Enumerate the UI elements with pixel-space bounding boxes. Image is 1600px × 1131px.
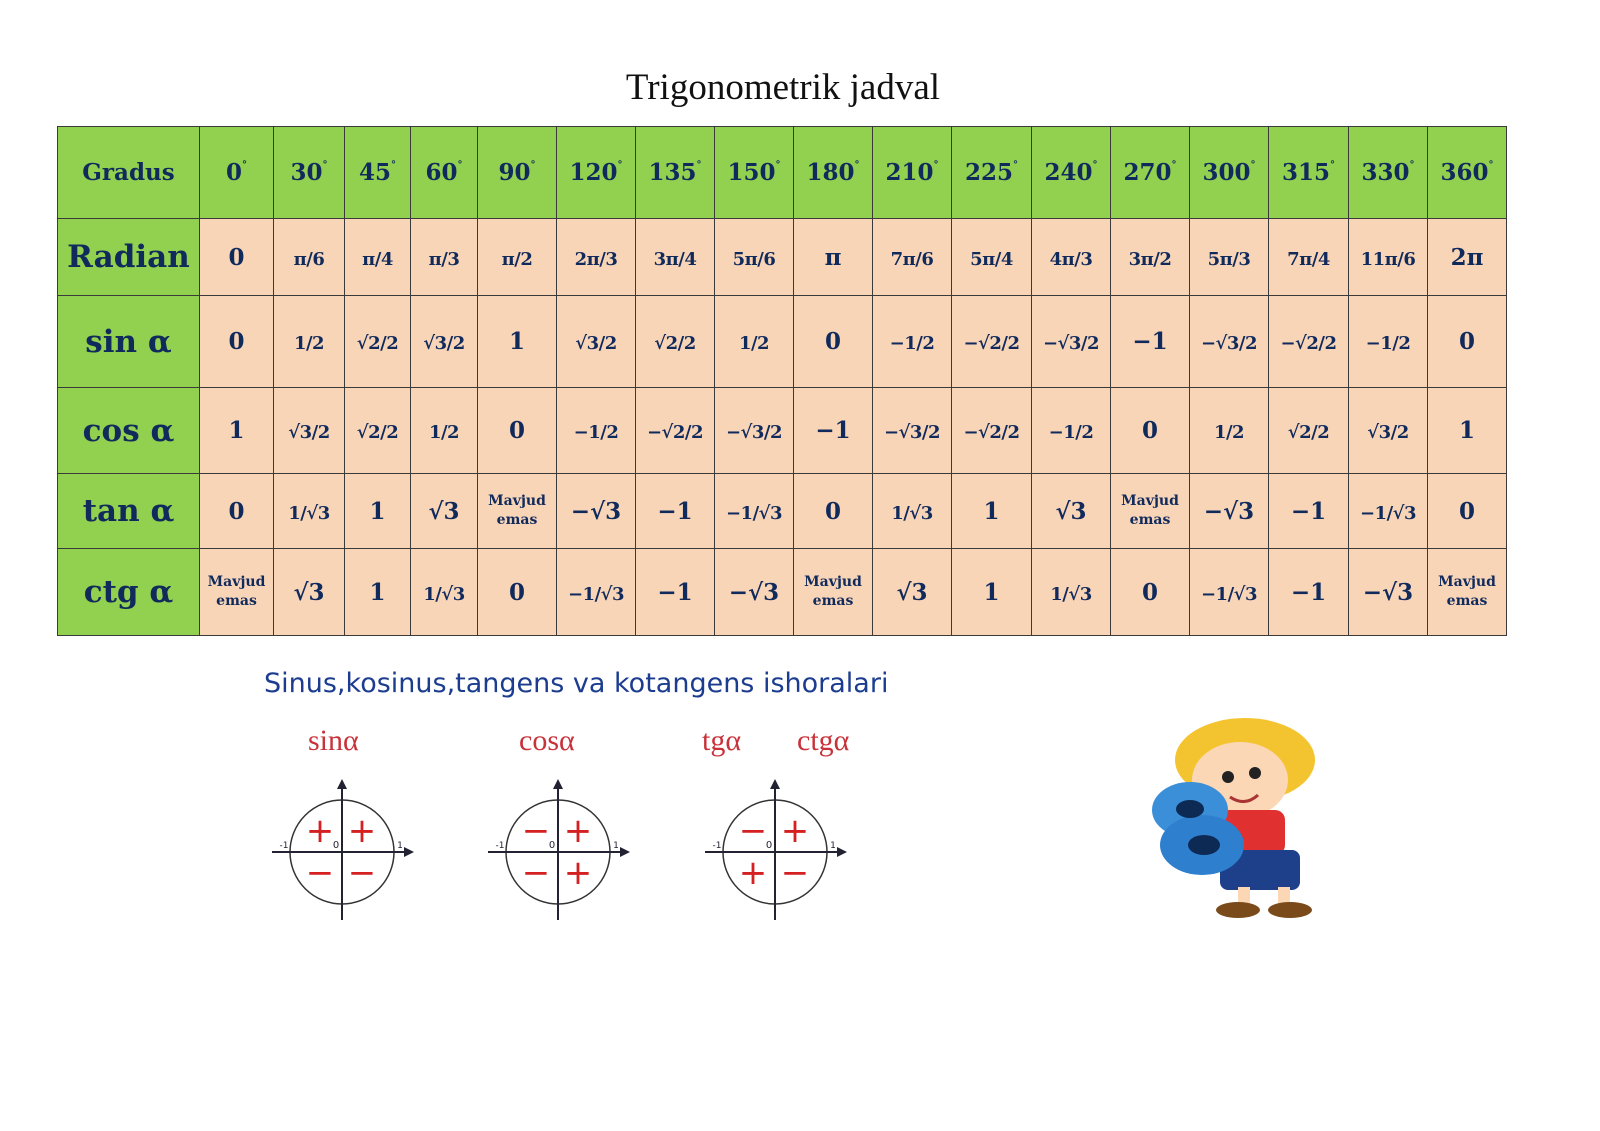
table-cell xyxy=(952,549,1032,636)
fraction-value: π/4 xyxy=(362,248,393,270)
fraction-value: −√3/2 xyxy=(1200,333,1258,354)
value: 0 xyxy=(508,578,525,606)
trig-table xyxy=(57,126,1507,636)
table-cell xyxy=(557,219,636,296)
degree-value: 45 xyxy=(358,159,391,186)
degree-value: 225 xyxy=(964,159,1013,186)
degree-sign: ° xyxy=(854,160,860,171)
table-cell xyxy=(478,474,557,549)
degree-value: 210 xyxy=(885,159,934,186)
table-cell xyxy=(200,296,274,388)
table-cell xyxy=(274,127,345,219)
table-cell xyxy=(1428,296,1507,388)
unit-circle-sign-diagram xyxy=(267,775,427,925)
value: 1 xyxy=(1458,417,1475,444)
quadrant-sign: + xyxy=(305,811,335,851)
table-cell xyxy=(274,549,345,636)
table-cell xyxy=(794,127,873,219)
fraction-value: √2/2 xyxy=(654,333,696,354)
table-cell xyxy=(952,388,1032,474)
fraction-value: −1/√3 xyxy=(1359,502,1417,524)
table-cell xyxy=(200,127,274,219)
fraction-value: 1/√3 xyxy=(288,502,330,524)
value: 1 xyxy=(369,497,386,525)
table-cell xyxy=(411,219,478,296)
table-row-tan xyxy=(58,474,1507,549)
fraction-value: 1/√3 xyxy=(891,502,933,524)
table-cell xyxy=(1269,474,1349,549)
table-cell xyxy=(715,296,794,388)
value: −1 xyxy=(1290,497,1327,525)
value: −√3 xyxy=(1362,578,1414,606)
quadrant-sign: − xyxy=(780,853,810,893)
fraction-value: 1/√3 xyxy=(1050,583,1092,605)
quadrant-sign: + xyxy=(347,811,377,851)
degree-sign: ° xyxy=(457,160,463,171)
fraction-value: 5π/4 xyxy=(970,248,1013,270)
value: 0 xyxy=(508,417,525,444)
axis-tick-neg: -1 xyxy=(279,841,289,851)
table-cell xyxy=(1269,296,1349,388)
table-cell xyxy=(345,549,411,636)
degree-sign: ° xyxy=(242,160,247,171)
table-cell xyxy=(557,388,636,474)
page-title: Trigonometrik jadval xyxy=(625,67,941,108)
table-cell xyxy=(274,219,345,296)
table-cell xyxy=(952,219,1032,296)
value: 0 xyxy=(1458,328,1475,355)
table-cell xyxy=(345,474,411,549)
fraction-value: π/6 xyxy=(293,248,325,270)
degree-value: 0 xyxy=(225,159,242,186)
fraction-value: 1/2 xyxy=(428,422,460,443)
table-cell xyxy=(636,388,715,474)
table-cell xyxy=(873,219,952,296)
fraction-value: 2π/3 xyxy=(574,248,618,270)
fraction-value: √3/2 xyxy=(423,333,465,354)
table-cell xyxy=(1269,388,1349,474)
table-cell xyxy=(1111,127,1190,219)
table-row-radian xyxy=(58,219,1507,296)
table-cell xyxy=(478,388,557,474)
fraction-value: −1/2 xyxy=(573,422,619,443)
quadrant-sign: − xyxy=(521,811,551,851)
fraction-value: √3/2 xyxy=(1367,422,1409,443)
value: √3 xyxy=(428,497,460,525)
table-cell xyxy=(1032,127,1111,219)
value: √3 xyxy=(293,578,325,606)
table-cell xyxy=(1349,219,1428,296)
undefined-value: Mavjud emas xyxy=(207,574,266,609)
table-cell xyxy=(715,127,794,219)
table-cell xyxy=(1428,388,1507,474)
table-cell xyxy=(1032,474,1111,549)
table-cell xyxy=(411,296,478,388)
table-cell xyxy=(200,549,274,636)
diagram-label-sin: sinα xyxy=(308,724,359,757)
table-cell xyxy=(345,219,411,296)
value: 1 xyxy=(983,497,1000,525)
degree-value: 330 xyxy=(1361,159,1410,186)
table-cell xyxy=(1428,127,1507,219)
table-row-sin xyxy=(58,296,1507,388)
table-cell xyxy=(873,549,952,636)
fraction-value: −√3/2 xyxy=(1042,333,1100,354)
table-cell xyxy=(200,474,274,549)
fraction-value: −√2/2 xyxy=(963,333,1020,354)
degree-value: 120 xyxy=(569,159,618,186)
quadrant-sign: + xyxy=(563,853,593,893)
fraction-value: π/2 xyxy=(501,248,533,270)
fraction-value: 7π/6 xyxy=(890,248,934,270)
value: −1 xyxy=(1132,328,1168,355)
degree-value: 270 xyxy=(1123,159,1172,186)
degree-sign: ° xyxy=(322,160,328,171)
fraction-value: −1/2 xyxy=(1048,422,1094,443)
degree-value: 315 xyxy=(1281,159,1330,186)
diagram-label-ctg: ctgα xyxy=(797,724,850,757)
fraction-value: 5π/3 xyxy=(1207,248,1251,270)
table-cell xyxy=(345,296,411,388)
table-cell xyxy=(274,296,345,388)
value: 1 xyxy=(983,578,1000,606)
degree-sign: ° xyxy=(1250,160,1256,171)
fraction-value: 1/√3 xyxy=(423,583,465,605)
boy-holding-number-illustration xyxy=(1120,705,1340,925)
fraction-value: −1/2 xyxy=(1365,333,1411,354)
fraction-value: −√2/2 xyxy=(963,422,1020,443)
table-cell xyxy=(274,388,345,474)
quadrant-sign: + xyxy=(738,853,768,893)
unit-circle-sign-diagram xyxy=(700,775,860,925)
degree-sign: ° xyxy=(696,160,702,171)
fraction-value: 4π/3 xyxy=(1049,248,1093,270)
table-cell xyxy=(1190,388,1269,474)
table-row-ctg xyxy=(58,549,1507,636)
table-cell xyxy=(1190,296,1269,388)
table-cell xyxy=(636,549,715,636)
fraction-value: −1/√3 xyxy=(1200,583,1258,605)
axis-origin: 0 xyxy=(765,840,773,851)
quadrant-sign: + xyxy=(563,811,593,851)
row-label: Radian xyxy=(58,219,200,296)
table-cell xyxy=(794,549,873,636)
table-cell xyxy=(1349,549,1428,636)
quadrant-sign: − xyxy=(305,853,335,893)
value: 1 xyxy=(508,328,525,355)
table-cell xyxy=(557,474,636,549)
table-cell xyxy=(873,474,952,549)
table-cell xyxy=(1032,549,1111,636)
degree-sign: ° xyxy=(1013,160,1018,171)
row-label: tan α xyxy=(58,474,200,549)
table-cell xyxy=(1428,219,1507,296)
value: −√3 xyxy=(1203,497,1255,525)
axis-origin: 0 xyxy=(548,840,556,851)
table-cell xyxy=(411,474,478,549)
value: √3 xyxy=(1055,497,1087,525)
table-cell xyxy=(411,388,478,474)
table-cell xyxy=(1032,296,1111,388)
value: 0 xyxy=(1458,497,1475,525)
degree-sign: ° xyxy=(617,160,623,171)
degree-value: 135 xyxy=(648,159,697,186)
fraction-value: 5π/6 xyxy=(732,248,776,270)
row-label: sin α xyxy=(58,296,200,388)
table-cell xyxy=(345,388,411,474)
table-cell xyxy=(873,127,952,219)
fraction-value: −√3/2 xyxy=(883,422,941,443)
undefined-value: Mavjud emas xyxy=(1438,574,1496,609)
table-cell xyxy=(794,296,873,388)
value: π xyxy=(824,243,842,271)
degree-sign: ° xyxy=(933,160,939,171)
undefined-value: Mavjud emas xyxy=(488,493,546,528)
row-label: ctg α xyxy=(58,549,200,636)
table-cell xyxy=(478,219,557,296)
table-cell xyxy=(1111,219,1190,296)
degree-value: 90 xyxy=(498,159,531,186)
table-cell xyxy=(1111,549,1190,636)
undefined-value: Mavjud emas xyxy=(804,574,862,609)
table-cell xyxy=(873,296,952,388)
value: −1 xyxy=(1290,578,1327,606)
table-cell xyxy=(1032,219,1111,296)
fraction-value: √2/2 xyxy=(1287,422,1330,443)
fraction-value: √2/2 xyxy=(356,422,399,443)
quadrant-sign: − xyxy=(521,853,551,893)
table-cell xyxy=(636,474,715,549)
degree-sign: ° xyxy=(1488,160,1494,171)
degree-value: 180 xyxy=(806,159,855,186)
degree-sign: ° xyxy=(1171,160,1177,171)
fraction-value: 3π/2 xyxy=(1128,248,1172,270)
degree-sign: ° xyxy=(1092,160,1098,171)
degree-value: 360 xyxy=(1440,159,1489,186)
axis-tick-pos: 1 xyxy=(830,841,836,851)
fraction-value: 11π/6 xyxy=(1360,248,1416,270)
axis-tick-pos: 1 xyxy=(397,841,403,851)
axis-origin: 0 xyxy=(332,840,340,851)
value: −√3 xyxy=(570,497,622,525)
quadrant-sign: − xyxy=(347,853,377,893)
table-cell xyxy=(1349,127,1428,219)
table-cell xyxy=(200,219,274,296)
table-cell xyxy=(715,474,794,549)
fraction-value: 3π/4 xyxy=(653,248,697,270)
section-subtitle: Sinus,kosinus,tangens va kotangens ishoralari xyxy=(264,668,889,699)
table-cell xyxy=(200,388,274,474)
table-cell xyxy=(411,549,478,636)
table-cell xyxy=(636,296,715,388)
table-cell xyxy=(794,388,873,474)
table-cell xyxy=(274,474,345,549)
table-cell xyxy=(952,296,1032,388)
table-cell xyxy=(715,219,794,296)
table-cell xyxy=(1269,127,1349,219)
table-cell xyxy=(636,127,715,219)
fraction-value: √3/2 xyxy=(575,333,617,354)
axis-tick-neg: -1 xyxy=(495,841,505,851)
table-cell xyxy=(873,388,952,474)
table-cell xyxy=(1269,549,1349,636)
fraction-value: 1/2 xyxy=(293,333,325,354)
table-cell xyxy=(794,474,873,549)
table-cell xyxy=(557,127,636,219)
row-label: cos α xyxy=(58,388,200,474)
value: 0 xyxy=(1141,578,1158,606)
table-cell xyxy=(952,127,1032,219)
value: 0 xyxy=(824,497,841,525)
degree-value: 300 xyxy=(1202,159,1251,186)
fraction-value: 1/2 xyxy=(1213,422,1245,443)
table-cell xyxy=(1190,127,1269,219)
table-cell xyxy=(478,549,557,636)
fraction-value: π/3 xyxy=(428,248,460,270)
table-cell xyxy=(1269,219,1349,296)
fraction-value: 1/2 xyxy=(738,333,770,354)
degree-sign: ° xyxy=(391,160,396,171)
fraction-value: √2/2 xyxy=(356,333,399,354)
quadrant-sign: + xyxy=(780,811,810,851)
table-cell xyxy=(1428,474,1507,549)
value: 0 xyxy=(1141,417,1158,444)
fraction-value: −1/√3 xyxy=(725,502,783,524)
fraction-value: −1/2 xyxy=(889,333,935,354)
value: 2π xyxy=(1450,243,1484,271)
table-cell xyxy=(952,474,1032,549)
unit-circle-sign-diagram xyxy=(483,775,643,925)
undefined-value: Mavjud emas xyxy=(1121,493,1179,528)
table-cell xyxy=(794,219,873,296)
value: −1 xyxy=(657,497,693,525)
table-cell xyxy=(1032,388,1111,474)
table-cell xyxy=(715,549,794,636)
table-cell xyxy=(1111,296,1190,388)
table-cell xyxy=(1349,296,1428,388)
table-row-gradus xyxy=(58,127,1507,219)
table-row-cos xyxy=(58,388,1507,474)
quadrant-sign: − xyxy=(738,811,768,851)
value: 0 xyxy=(228,243,245,271)
table-cell xyxy=(345,127,411,219)
fraction-value: −√2/2 xyxy=(1280,333,1337,354)
diagram-label-tg: tgα xyxy=(702,724,742,757)
fraction-value: −√2/2 xyxy=(646,422,704,443)
degree-sign: ° xyxy=(1409,160,1415,171)
degree-sign: ° xyxy=(530,160,536,171)
table-cell xyxy=(1428,549,1507,636)
table-cell xyxy=(557,549,636,636)
axis-tick-neg: -1 xyxy=(712,841,722,851)
table-cell xyxy=(478,127,557,219)
fraction-value: −1/√3 xyxy=(567,583,625,605)
table-cell xyxy=(1190,549,1269,636)
table-cell xyxy=(1349,474,1428,549)
table-cell xyxy=(411,127,478,219)
table-cell xyxy=(1111,388,1190,474)
table-cell xyxy=(1111,474,1190,549)
axis-tick-pos: 1 xyxy=(613,841,619,851)
degree-value: 30 xyxy=(290,159,323,186)
fraction-value: √3/2 xyxy=(288,422,330,443)
value: 1 xyxy=(369,578,386,606)
degree-value: 240 xyxy=(1044,159,1093,186)
diagram-label-cos: cosα xyxy=(519,724,575,757)
table-cell xyxy=(557,296,636,388)
value: −√3 xyxy=(728,578,780,606)
table-cell xyxy=(1190,474,1269,549)
table-cell xyxy=(478,296,557,388)
degree-sign: ° xyxy=(1330,160,1335,171)
table-cell xyxy=(1349,388,1428,474)
degree-value: 60 xyxy=(425,159,458,186)
value: √3 xyxy=(896,578,928,606)
value: 1 xyxy=(228,417,245,444)
value: −1 xyxy=(657,578,693,606)
fraction-value: −√3/2 xyxy=(725,422,783,443)
value: 0 xyxy=(228,497,245,525)
table-cell xyxy=(715,388,794,474)
degree-value: 150 xyxy=(727,159,776,186)
table-cell xyxy=(636,219,715,296)
value: −1 xyxy=(815,417,851,444)
degree-sign: ° xyxy=(775,160,781,171)
fraction-value: 7π/4 xyxy=(1287,248,1330,270)
value: 0 xyxy=(824,328,841,355)
value: 0 xyxy=(228,328,245,355)
row-label: Gradus xyxy=(58,127,200,219)
table-cell xyxy=(1190,219,1269,296)
